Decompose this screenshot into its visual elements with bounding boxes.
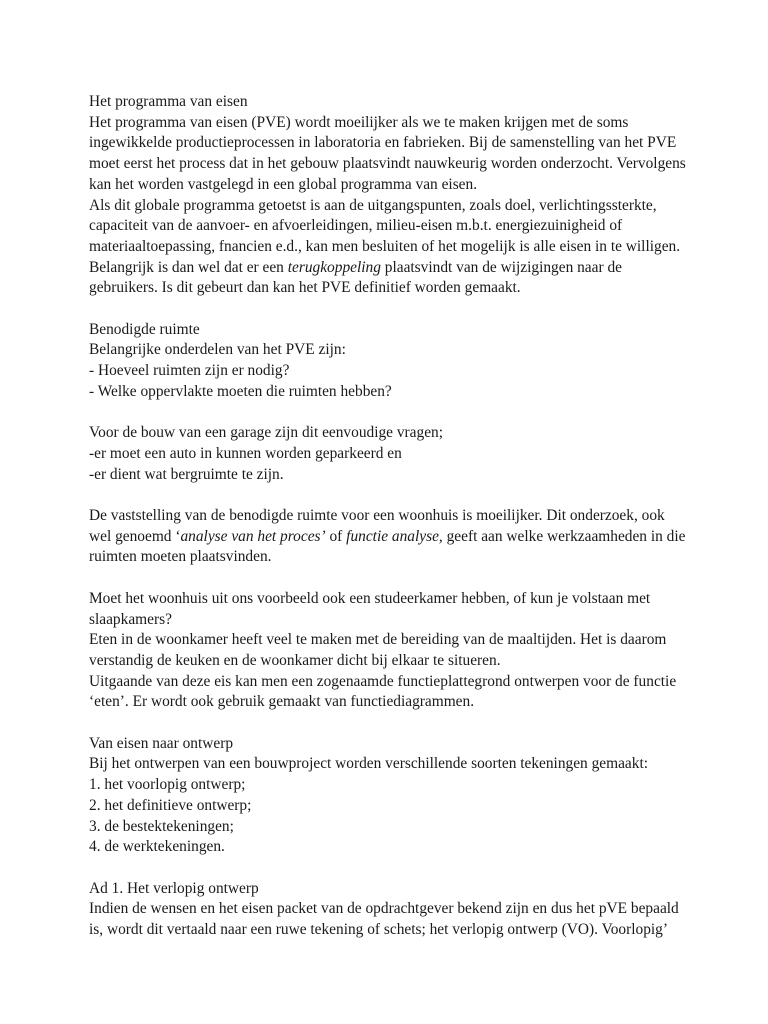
list-item: 1. het voorlopig ontwerp; [89, 776, 246, 794]
list-item: 4. de werktekeningen. [89, 838, 225, 856]
text-line: Eten in de woonkamer heeft veel te maken met de bereiding van de maaltijden. Het is daarom [89, 631, 667, 649]
italic-term-terugkoppeling: terugkoppeling [287, 258, 381, 276]
text-line: is, wordt dit vertaald naar een ruwe tekening of schets; het verlopig ontwerp (VO). Voorlopig’ [89, 921, 668, 939]
text-line [89, 258, 689, 279]
paragraph-gap [89, 568, 689, 589]
text-line: materiaaltoepassing, fnancien e.d., kan men besluiten of het mogelijk is alle eisen in te willigen. [89, 237, 681, 255]
text-line: verstandig de keuken en de woonkamer dicht bij elkaar te situeren. [89, 651, 501, 669]
list-item: -er dient wat bergruimte te zijn. [89, 465, 284, 483]
text-line: kan het worden vastgelegd in een global programma van eisen. [89, 175, 478, 193]
text-line: moet eerst het process dat in het gebouw plaatsvindt nauwkeurig worden onderzocht. Vervolgens [89, 155, 686, 173]
text-line: ‘eten’. Er wordt ook gebruik gemaakt van functiediagrammen. [89, 693, 475, 711]
text-line: capaciteit van de aanvoer- en afvoerleidingen, milieu-eisen m.b.t. energiezuinigheid of [89, 217, 623, 235]
paragraph-gap [89, 403, 689, 424]
text-line [89, 527, 689, 548]
list-item: -er moet een auto in kunnen worden geparkeerd en [89, 444, 402, 462]
text-segment: plaatsvindt van de wijzigingen naar de [380, 258, 622, 276]
text-line: ruimten moeten plaatsvinden. [89, 548, 272, 566]
section-heading-verlopig-ontwerp: Ad 1. Het verlopig ontwerp [89, 879, 259, 897]
text-segment: of [325, 527, 347, 545]
text-line: De vaststelling van de benodigde ruimte voor een woonhuis is moeilijker. Dit onderzoek, ook [89, 507, 665, 525]
paragraph-gap [89, 713, 689, 734]
text-line: gebruikers. Is dit gebeurt dan kan het PVE definitief worden gemaakt. [89, 279, 521, 297]
list-item: 2. het definitieve ontwerp; [89, 796, 252, 814]
text-line: Bij het ontwerpen van een bouwproject worden verschillende soorten tekeningen gemaakt: [89, 755, 649, 773]
text-line: slaapkamers? [89, 610, 172, 628]
text-segment: Belangrijk is dan wel dat er een [89, 258, 288, 276]
list-item: - Hoeveel ruimten zijn er nodig? [89, 362, 290, 380]
text-segment: geeft aan welke werkzaamheden in die [442, 527, 686, 545]
italic-term-analyse: analyse van het proces’ [180, 527, 326, 545]
text-segment: wel genoemd ‘ [89, 527, 181, 545]
text-line: Het programma van eisen (PVE) wordt moeilijker als we te maken krijgen met de soms [89, 113, 629, 131]
text-line: Belangrijke onderdelen van het PVE zijn: [89, 341, 346, 359]
section-heading-programma: Het programma van eisen [89, 93, 248, 110]
paragraph-gap [89, 299, 689, 320]
section-heading-ontwerp: Van eisen naar ontwerp [89, 734, 234, 752]
italic-term-functie-analyse: functie analyse, [346, 527, 443, 545]
list-item: 3. de bestektekeningen; [89, 817, 234, 835]
text-line: Moet het woonhuis uit ons voorbeeld ook een studeerkamer hebben, of kun je volstaan met [89, 589, 651, 607]
document-page [89, 92, 689, 941]
text-line: Als dit globale programma getoetst is aan de uitgangspunten, zoals doel, verlichtingssterkte, [89, 196, 657, 214]
paragraph-gap [89, 858, 689, 879]
paragraph-gap [89, 485, 689, 506]
text-line: Voor de bouw van een garage zijn dit eenvoudige vragen; [89, 424, 444, 442]
text-line: Indien de wensen en het eisen packet van de opdrachtgever bekend zijn en dus het pVE bepaald [89, 900, 679, 918]
section-heading-ruimte: Benodigde ruimte [89, 320, 200, 338]
list-item: - Welke oppervlakte moeten die ruimten hebben? [89, 382, 392, 400]
text-line: ingewikkelde productieprocessen in laboratoria en fabrieken. Bij de samenstelling van het PVE [89, 134, 677, 152]
text-line: Uitgaande van deze eis kan men een zogenaamde functieplattegrond ontwerpen voor de functie [89, 672, 677, 690]
